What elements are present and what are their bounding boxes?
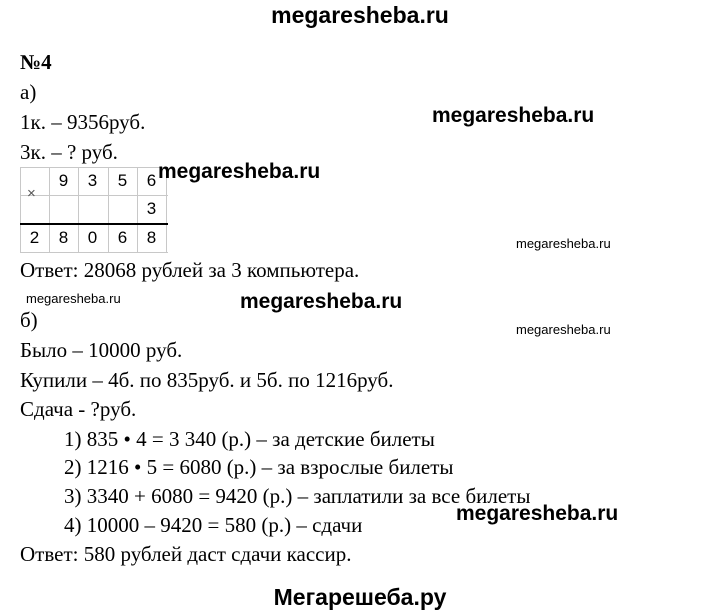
solution-step: 3) 3340 + 6080 = 9420 (р.) – заплатили за все билеты — [64, 484, 531, 508]
watermark: megaresheba.ru — [240, 290, 403, 313]
part-a-given-2: 3к. – ? руб. — [20, 140, 118, 164]
solution-step: 4) 10000 – 9420 = 580 (р.) – сдачи — [64, 513, 363, 537]
site-header-title: megaresheba.ru — [271, 2, 449, 28]
part-a-label: а) — [20, 80, 37, 104]
result-line — [20, 223, 168, 225]
watermark: megaresheba.ru — [456, 502, 619, 525]
part-b-given-1: Было – 10000 руб. — [20, 338, 183, 362]
multiply-sign: × — [27, 185, 36, 202]
result-digit: 6 — [117, 228, 128, 247]
result-digit: 0 — [87, 228, 98, 247]
part-a-given-1: 1к. – 9356руб. — [20, 110, 146, 134]
watermark: megaresheba.ru — [26, 291, 121, 306]
top-digit: 6 — [146, 171, 157, 190]
site-footer-title: Мегарешеба.ру — [273, 584, 447, 610]
multiplier-digit: 3 — [146, 199, 157, 218]
watermark: megaresheba.ru — [516, 322, 611, 337]
part-a-answer: Ответ: 28068 рублей за 3 компьютера. — [20, 258, 360, 282]
part-b-given-2: Купили – 4б. по 835руб. и 5б. по 1216руб. — [20, 368, 394, 392]
top-digit: 3 — [87, 171, 98, 190]
solution-step: 2) 1216 • 5 = 6080 (р.) – за взрослые билеты — [64, 455, 454, 479]
part-b-given-3: Сдача - ?руб. — [20, 397, 137, 421]
part-b-answer: Ответ: 580 рублей даст сдачи кассир. — [20, 542, 352, 566]
watermark: megaresheba.ru — [516, 236, 611, 251]
result-digit: 8 — [58, 228, 69, 247]
result-digit: 8 — [146, 228, 157, 247]
solution-step: 1) 835 • 4 = 3 340 (р.) – за детские билеты — [64, 427, 435, 451]
result-digit: 2 — [29, 228, 40, 247]
top-digit: 5 — [117, 171, 128, 190]
watermark: megaresheba.ru — [158, 160, 321, 183]
task-number: №4 — [20, 50, 52, 74]
top-digit: 9 — [58, 171, 69, 190]
multiplication-grid — [20, 167, 168, 253]
watermark: megaresheba.ru — [432, 104, 595, 127]
part-b-label: б) — [20, 308, 38, 332]
